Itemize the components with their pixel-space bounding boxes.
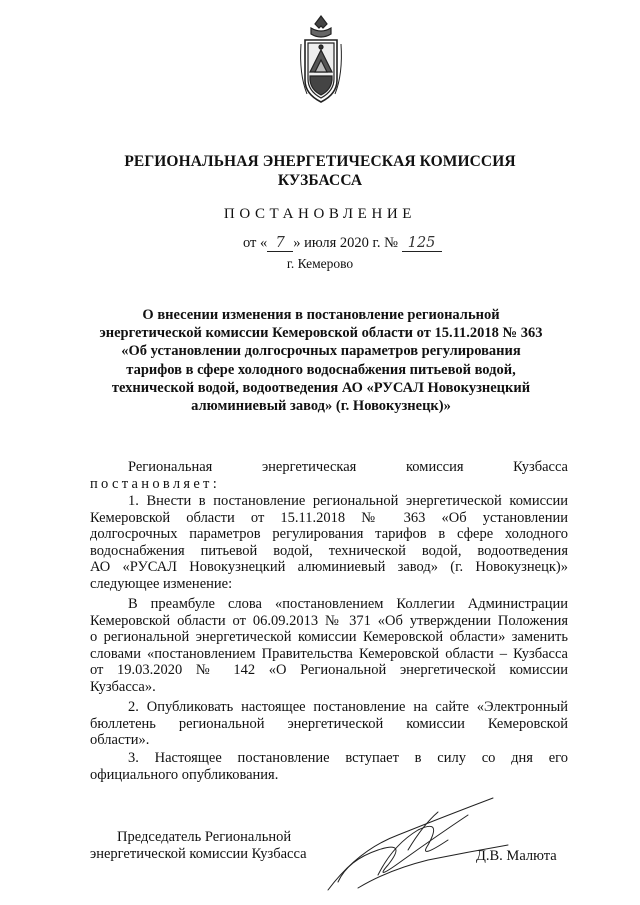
subject-line: О внесении изменения в постановление региональной [142,307,500,323]
date-day: 7 [267,236,293,252]
signatory-title [90,829,307,863]
handwritten-signature-icon [318,790,513,900]
item-2-line: области». [90,732,150,749]
subject-line: тарифов в сфере холодного водоснабжения питьевой водой, [126,361,516,378]
item-1-detail-line: словами «постановлением Правительства Кемеровской области – Кузбасса [90,645,568,662]
organization-name: РЕГИОНАЛЬНАЯ ЭНЕРГЕТИЧЕСКАЯ КОМИССИЯ [124,153,516,170]
signatory-title-line: Председатель Региональной [117,829,292,845]
preamble-line: Региональная энергетическая комиссия Кузбасса [128,459,568,475]
item-1-detail-line: Кемеровской области от 06.09.2013 № 371 «Об утверждении Положения [90,612,568,629]
document-type: ПОСТАНОВЛЕНИЕ [223,206,417,222]
item-1-detail-line: от 19.03.2020 № 142 «О Региональной энергетической комиссии [90,662,568,679]
item-1-line: долгосрочных параметров регулирования тарифов в сфере холодного [90,526,568,543]
subject-line: энергетической комиссии Кемеровской области от 15.11.2018 № 363 [99,325,543,342]
item-1-line: следующее изменение: [90,575,233,592]
document-subject [90,306,552,415]
date-line [243,235,442,252]
subject-line: технической водой, водоотведения АО «РУСАЛ Новокузнецкий [111,379,531,396]
item-2-line: бюллетень региональной энергетической комиссии Кемеровской [90,715,568,732]
item-1-detail-line: В преамбуле слова «постановлением Коллегии Администрации [128,596,568,612]
signatory-title-line: энергетической комиссии Кузбасса [90,846,307,862]
item-3-line: официального опубликования. [90,766,279,783]
preamble-verb: постановляет: [90,475,221,492]
item-1-detail [90,596,568,696]
item-1-detail-line: Кузбасса». [90,678,156,695]
item-2 [90,699,568,749]
item-1-line: водоснабжения питьевой водой, технической водой, водоотведения [90,542,568,559]
subject-line: «Об установлении долгосрочных параметров регулирования [121,343,521,360]
document-number: 125 [402,236,442,252]
subject-line: алюминиевый завод» (г. Новокузнецк)» [191,398,451,415]
item-3 [90,750,568,783]
item-2-line: 2. Опубликовать настоящее постановление на сайте «Электронный [128,699,568,715]
city: г. Кемерово [286,256,354,271]
item-1-line: АО «РУСАЛ Новокузнецкий алюминиевый завод» (г. Новокузнецк)» [90,559,568,576]
item-3-line: 3. Настоящее постановление вступает в силу со дня его [128,750,568,766]
date-prefix: от « [243,235,268,251]
item-1-detail-line: о региональной энергетической комиссии Кемеровской области» заменить [90,629,568,646]
item-1-line: Кемеровской области от 15.11.2018 № 363 «Об установлении [90,509,568,526]
item-1 [90,493,568,593]
organization-region: КУЗБАССА [277,172,363,189]
signatory-name: Д.В. Малюта [476,848,557,864]
kuzbass-coat-of-arms-icon [297,14,345,110]
item-1-line: 1. Внести в постановление региональной энергетической комиссии [128,493,568,509]
preamble [90,459,568,492]
date-month-year: » июля 2020 г. № [293,235,398,251]
